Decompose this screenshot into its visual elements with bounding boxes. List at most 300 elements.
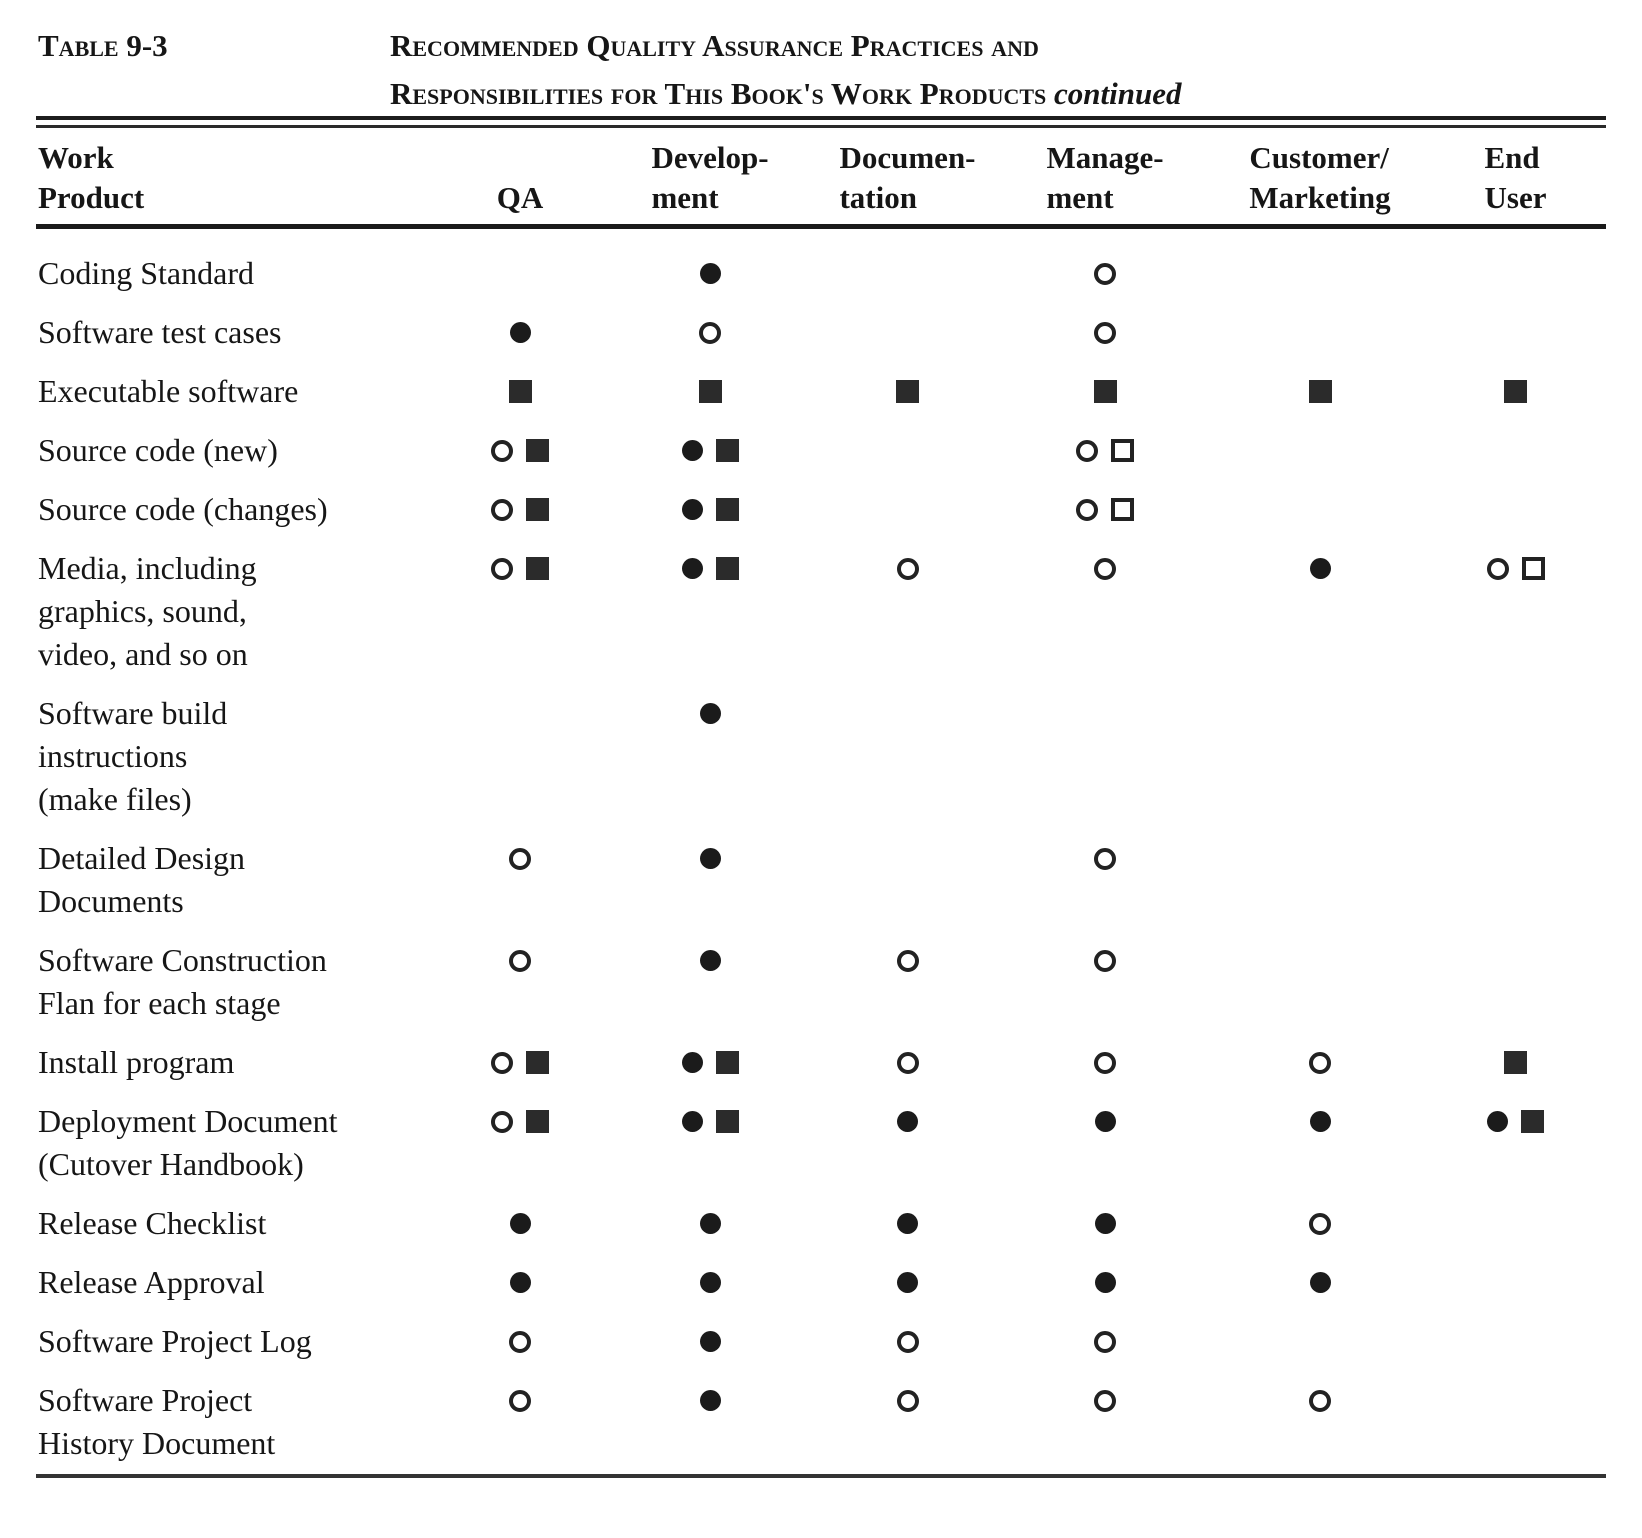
filled-circle-icon [700, 263, 721, 284]
filled-circle-icon [1095, 1213, 1116, 1234]
symbol-group [509, 1320, 531, 1363]
symbol-group [1504, 370, 1527, 413]
symbol-group [682, 429, 739, 472]
filled-square-icon [526, 498, 549, 521]
end-user-cell [1425, 1041, 1606, 1084]
filled-square-icon [699, 380, 722, 403]
filled-circle-icon [700, 848, 721, 869]
work-product-cell [36, 488, 440, 531]
filled-circle-icon [682, 558, 703, 579]
filled-square-icon [1521, 1110, 1544, 1133]
top-double-rule [36, 116, 1606, 128]
open-circle-icon [897, 950, 919, 972]
qa-cell [440, 939, 600, 1025]
title-line-1: Recommended Quality Assurance Practices and [390, 28, 1039, 63]
open-circle-icon [897, 558, 919, 580]
symbol-group [510, 1202, 531, 1245]
open-circle-icon [1094, 950, 1116, 972]
work-product-line: Media, including [38, 550, 257, 586]
symbol-group [509, 1379, 531, 1422]
symbol-group [1309, 1379, 1331, 1422]
documentation-cell [820, 939, 995, 1025]
customer-marketing-cell [1215, 1320, 1425, 1363]
filled-circle-icon [897, 1111, 918, 1132]
management-cell [995, 1100, 1215, 1186]
open-circle-icon [491, 499, 513, 521]
documentation-cell [820, 547, 995, 676]
open-circle-icon [491, 558, 513, 580]
header-development [600, 138, 820, 218]
title-continued: continued [1054, 76, 1182, 111]
symbol-group [682, 488, 739, 531]
header-bottom-rule [36, 224, 1606, 229]
symbol-group [682, 547, 739, 590]
documentation-cell [820, 1100, 995, 1186]
end-user-cell [1425, 1379, 1606, 1465]
qa-cell [440, 1320, 600, 1363]
filled-circle-icon [700, 1213, 721, 1234]
table-row [36, 488, 1606, 531]
symbol-group [509, 370, 532, 413]
qa-cell [440, 429, 600, 472]
end-user-cell [1425, 547, 1606, 676]
open-circle-icon [1094, 1052, 1116, 1074]
table-row [36, 1100, 1606, 1186]
work-product-cell [36, 370, 440, 413]
open-circle-icon [897, 1331, 919, 1353]
filled-circle-icon [510, 322, 531, 343]
qa-cell [440, 370, 600, 413]
open-circle-icon [1076, 499, 1098, 521]
symbol-group [1504, 1041, 1527, 1084]
symbol-group [700, 1202, 721, 1245]
table-title [390, 22, 1182, 118]
documentation-cell [820, 488, 995, 531]
management-cell [995, 1202, 1215, 1245]
work-product-line: Documents [38, 883, 184, 919]
open-circle-icon [1487, 558, 1509, 580]
end-user-cell [1425, 252, 1606, 295]
filled-circle-icon [682, 440, 703, 461]
customer-marketing-cell [1215, 692, 1425, 821]
symbol-group [700, 939, 721, 982]
end-user-cell [1425, 1261, 1606, 1304]
symbol-group [1487, 1100, 1544, 1143]
documentation-cell [820, 837, 995, 923]
table-row [36, 1202, 1606, 1245]
filled-square-icon [1504, 1051, 1527, 1074]
filled-square-icon [526, 1051, 549, 1074]
symbol-group [1309, 1202, 1331, 1245]
table-row [36, 370, 1606, 413]
open-circle-icon [1094, 848, 1116, 870]
open-circle-icon [1094, 322, 1116, 344]
work-product-line: Source code (changes) [38, 491, 328, 527]
filled-circle-icon [1487, 1111, 1508, 1132]
table-row [36, 1320, 1606, 1363]
open-square-icon [1111, 498, 1134, 521]
work-product-line: Software build [38, 695, 228, 731]
work-product-line: Release Approval [38, 1264, 265, 1300]
filled-square-icon [1504, 380, 1527, 403]
symbol-group [491, 1100, 549, 1143]
title-line-2: Responsibilities for This Book's Work Products [390, 76, 1047, 111]
customer-marketing-cell [1215, 1202, 1425, 1245]
work-product-cell [36, 1261, 440, 1304]
filled-circle-icon [510, 1272, 531, 1293]
development-cell [600, 939, 820, 1025]
header-line: Product [38, 180, 145, 215]
symbol-group [897, 1261, 918, 1304]
qa-cell [440, 488, 600, 531]
filled-circle-icon [682, 1111, 703, 1132]
table-body [36, 252, 1606, 1481]
filled-circle-icon [682, 1052, 703, 1073]
filled-square-icon [716, 557, 739, 580]
development-cell [600, 1379, 820, 1465]
documentation-cell [820, 692, 995, 821]
symbol-group [1094, 370, 1117, 413]
management-cell [995, 1041, 1215, 1084]
development-cell [600, 692, 820, 821]
symbol-group [682, 1100, 739, 1143]
filled-square-icon [896, 380, 919, 403]
header-line: Documen- [839, 140, 976, 175]
filled-square-icon [1094, 380, 1117, 403]
qa-cell [440, 1202, 600, 1245]
filled-square-icon [526, 1110, 549, 1133]
work-product-line: Source code (new) [38, 432, 278, 468]
filled-circle-icon [510, 1213, 531, 1234]
header-line: Manage- [1046, 140, 1164, 175]
work-product-line: (make files) [38, 781, 192, 817]
work-product-cell [36, 939, 440, 1025]
header-line: ment [1046, 180, 1114, 215]
customer-marketing-cell [1215, 429, 1425, 472]
work-product-line: Install program [38, 1044, 235, 1080]
filled-square-icon [716, 1051, 739, 1074]
open-circle-icon [1094, 558, 1116, 580]
symbol-group [1094, 1041, 1116, 1084]
customer-marketing-cell [1215, 547, 1425, 676]
work-product-line: History Document [38, 1425, 276, 1461]
symbol-group [1094, 252, 1116, 295]
customer-marketing-cell [1215, 939, 1425, 1025]
symbol-group [897, 939, 919, 982]
header-management [995, 138, 1215, 218]
open-circle-icon [1094, 263, 1116, 285]
customer-marketing-cell [1215, 1261, 1425, 1304]
header-line: ment [651, 180, 719, 215]
documentation-cell [820, 311, 995, 354]
filled-circle-icon [1095, 1272, 1116, 1293]
symbol-group [1094, 837, 1116, 880]
management-cell [995, 311, 1215, 354]
end-user-cell [1425, 939, 1606, 1025]
open-circle-icon [1076, 440, 1098, 462]
management-cell [995, 1379, 1215, 1465]
symbol-group [700, 1320, 721, 1363]
column-header-row [36, 138, 1606, 218]
filled-circle-icon [1095, 1111, 1116, 1132]
end-user-cell [1425, 837, 1606, 923]
work-product-line: Software Project Log [38, 1323, 312, 1359]
work-product-line: instructions [38, 738, 188, 774]
open-circle-icon [491, 440, 513, 462]
symbol-group [682, 1041, 739, 1084]
header-customer-marketing [1215, 138, 1425, 218]
development-cell [600, 547, 820, 676]
symbol-group [1095, 1202, 1116, 1245]
open-circle-icon [897, 1390, 919, 1412]
end-user-cell [1425, 692, 1606, 821]
symbol-group [509, 837, 531, 880]
end-user-cell [1425, 429, 1606, 472]
open-circle-icon [509, 1390, 531, 1412]
end-user-cell [1425, 370, 1606, 413]
table-row [36, 939, 1606, 1025]
symbol-group [700, 837, 721, 880]
symbol-group [700, 692, 721, 735]
filled-square-icon [716, 1110, 739, 1133]
symbol-group [1076, 429, 1134, 472]
filled-square-icon [526, 557, 549, 580]
development-cell [600, 837, 820, 923]
qa-cell [440, 311, 600, 354]
work-product-cell [36, 1379, 440, 1465]
symbol-group [491, 429, 549, 472]
documentation-cell [820, 429, 995, 472]
work-product-line: Coding Standard [38, 255, 254, 291]
symbol-group [1095, 1261, 1116, 1304]
development-cell [600, 1041, 820, 1084]
qa-cell [440, 1041, 600, 1084]
work-product-line: Release Checklist [38, 1205, 267, 1241]
symbol-group [509, 939, 531, 982]
table-row [36, 547, 1606, 676]
symbol-group [897, 547, 919, 590]
symbol-group [1309, 1041, 1331, 1084]
header-line: Marketing [1249, 180, 1391, 215]
end-user-cell [1425, 1100, 1606, 1186]
symbol-group [1094, 939, 1116, 982]
work-product-cell [36, 1100, 440, 1186]
symbol-group [897, 1100, 918, 1143]
symbol-group [700, 1379, 721, 1422]
filled-circle-icon [1310, 1272, 1331, 1293]
symbol-group [1094, 547, 1116, 590]
work-product-line: Flan for each stage [38, 985, 281, 1021]
header-line: End [1484, 140, 1540, 175]
header-end-user [1425, 138, 1606, 218]
documentation-cell [820, 1320, 995, 1363]
work-product-cell [36, 837, 440, 923]
work-product-cell [36, 1320, 440, 1363]
qa-cell [440, 547, 600, 676]
symbol-group [897, 1041, 919, 1084]
work-product-cell [36, 429, 440, 472]
symbol-group [1094, 1379, 1116, 1422]
header-line: Work [38, 140, 114, 175]
development-cell [600, 1320, 820, 1363]
symbol-group [897, 1320, 919, 1363]
filled-circle-icon [700, 1390, 721, 1411]
customer-marketing-cell [1215, 311, 1425, 354]
open-circle-icon [491, 1111, 513, 1133]
header-line: Develop- [651, 140, 769, 175]
work-product-line: Software Construction [38, 942, 327, 978]
work-product-cell [36, 692, 440, 821]
development-cell [600, 488, 820, 531]
open-circle-icon [897, 1052, 919, 1074]
development-cell [600, 1261, 820, 1304]
work-product-line: Software Project [38, 1382, 253, 1418]
filled-circle-icon [897, 1213, 918, 1234]
header-qa [440, 138, 600, 218]
management-cell [995, 252, 1215, 295]
table-row [36, 692, 1606, 821]
filled-circle-icon [700, 950, 721, 971]
management-cell [995, 1320, 1215, 1363]
qa-cell [440, 1261, 600, 1304]
header-work-product [36, 138, 440, 218]
work-product-line: (Cutover Handbook) [38, 1146, 304, 1182]
symbol-group [510, 311, 531, 354]
symbol-group [897, 1202, 918, 1245]
header-line: QA [496, 180, 544, 215]
filled-circle-icon [897, 1272, 918, 1293]
management-cell [995, 837, 1215, 923]
work-product-line: Software test cases [38, 314, 282, 350]
table-bottom-rule [36, 1474, 1606, 1478]
documentation-cell [820, 370, 995, 413]
open-circle-icon [509, 950, 531, 972]
table-row [36, 1041, 1606, 1084]
symbol-group [699, 311, 721, 354]
management-cell [995, 429, 1215, 472]
open-circle-icon [509, 1331, 531, 1353]
symbol-group [1094, 311, 1116, 354]
development-cell [600, 429, 820, 472]
development-cell [600, 370, 820, 413]
symbol-group [1310, 547, 1331, 590]
customer-marketing-cell [1215, 488, 1425, 531]
symbol-group [491, 547, 549, 590]
documentation-cell [820, 1379, 995, 1465]
documentation-cell [820, 252, 995, 295]
table-label: Table 9-3 [38, 28, 168, 63]
development-cell [600, 252, 820, 295]
open-circle-icon [1094, 1331, 1116, 1353]
filled-circle-icon [700, 1272, 721, 1293]
open-circle-icon [1309, 1213, 1331, 1235]
symbol-group [1310, 1261, 1331, 1304]
filled-square-icon [716, 439, 739, 462]
table-row [36, 429, 1606, 472]
management-cell [995, 370, 1215, 413]
customer-marketing-cell [1215, 837, 1425, 923]
header-line: User [1484, 180, 1547, 215]
symbol-group [510, 1261, 531, 1304]
qa-cell [440, 1379, 600, 1465]
symbol-group [1095, 1100, 1116, 1143]
end-user-cell [1425, 1320, 1606, 1363]
qa-cell [440, 837, 600, 923]
header-documentation [820, 138, 995, 218]
work-product-cell [36, 252, 440, 295]
filled-circle-icon [1310, 1111, 1331, 1132]
open-circle-icon [699, 322, 721, 344]
table-row [36, 1379, 1606, 1465]
filled-circle-icon [682, 499, 703, 520]
qa-cell [440, 692, 600, 821]
symbol-group [1487, 547, 1545, 590]
table-caption [38, 22, 1602, 118]
table-row [36, 1261, 1606, 1304]
symbol-group [700, 1261, 721, 1304]
open-circle-icon [491, 1052, 513, 1074]
management-cell [995, 547, 1215, 676]
customer-marketing-cell [1215, 1379, 1425, 1465]
symbol-group [699, 370, 722, 413]
work-product-cell [36, 311, 440, 354]
development-cell [600, 1202, 820, 1245]
open-square-icon [1111, 439, 1134, 462]
symbol-group [1310, 1100, 1331, 1143]
symbol-group [1309, 370, 1332, 413]
filled-square-icon [716, 498, 739, 521]
work-product-line: Executable software [38, 373, 299, 409]
work-product-line: graphics, sound, [38, 593, 247, 629]
symbol-group [1076, 488, 1134, 531]
open-square-icon [1522, 557, 1545, 580]
filled-square-icon [1309, 380, 1332, 403]
documentation-cell [820, 1202, 995, 1245]
table-row [36, 252, 1606, 295]
open-circle-icon [1309, 1390, 1331, 1412]
symbol-group [896, 370, 919, 413]
work-product-cell [36, 1041, 440, 1084]
title-line-2-wrap [390, 70, 1182, 118]
customer-marketing-cell [1215, 252, 1425, 295]
qa-cell [440, 252, 600, 295]
table-row [36, 837, 1606, 923]
open-circle-icon [1309, 1052, 1331, 1074]
end-user-cell [1425, 311, 1606, 354]
customer-marketing-cell [1215, 1041, 1425, 1084]
documentation-cell [820, 1261, 995, 1304]
symbol-group [897, 1379, 919, 1422]
customer-marketing-cell [1215, 370, 1425, 413]
header-line: tation [839, 180, 917, 215]
management-cell [995, 488, 1215, 531]
symbol-group [1094, 1320, 1116, 1363]
development-cell [600, 1100, 820, 1186]
work-product-line: Detailed Design [38, 840, 246, 876]
development-cell [600, 311, 820, 354]
qa-cell [440, 1100, 600, 1186]
filled-circle-icon [700, 703, 721, 724]
table-row [36, 311, 1606, 354]
documentation-cell [820, 1041, 995, 1084]
symbol-group [491, 488, 549, 531]
filled-square-icon [509, 380, 532, 403]
management-cell [995, 692, 1215, 821]
filled-square-icon [526, 439, 549, 462]
management-cell [995, 1261, 1215, 1304]
work-product-line: Deployment Document [38, 1103, 338, 1139]
management-cell [995, 939, 1215, 1025]
